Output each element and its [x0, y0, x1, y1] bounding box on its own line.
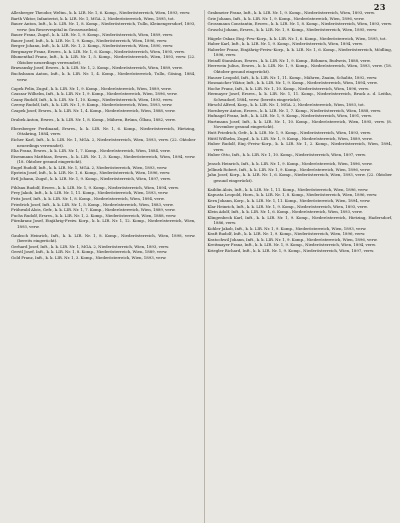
list-entry: Allesberger Theodor, Weltm., k. k. LIR. Nr. 1, 6. Komp., Niederösterreich, Wien, 1893, verw.	[11, 10, 191, 15]
list-entry: Hosmaicher Viktor, Inft., k. k. LIR. Nr. 1, 9. Komp., Niederösterreich, Wien, 1894, verw.	[207, 80, 378, 86]
list-entry: Grie Johann, Inft., k. k. LIR. Nr. 1, 9. Komp., Niederösterreich, Wien, 1896, verw.	[207, 15, 365, 21]
list-entry: Hermayer Josef, Ersres., k. k. LIR. Nr. 1, 11. Komp., Niederösterreich, Bruck a. d. Leitha, Schwadorf, 1884, verw. (bereits eingerückt).	[207, 91, 392, 102]
list-entry: Haberler Franz, Einjährig-Freiw.-Korp., k. k. LIR. Nr. 1, 6. Komp., Niederösterreich, Mödling, 1896, verw.	[207, 46, 392, 58]
list-entry: Kriegler Richard, Inft., k. k. LIR. Nr. 1, 9. Komp., Niederösterreich, Wien, 1897, verw.	[207, 247, 375, 253]
list-entry: Heindl Stanislaus, Ersres., k. k. LIR. Nr. 1, 9. Komp., Böhmen, Budweis, 1888, verw.	[207, 57, 371, 63]
list-entry: Eisenmann Matthias, Ersres., k. k. LIR. Nr. 1, 3. Komp., Niederösterreich, Wien, 1894, verw. (18. Oktober gesund eingerückt).	[11, 153, 196, 165]
list-entry: Frey Jakob, Inft., k. k. LIR. Nr. 1, 11. Komp., Niederösterreich, Wien, 1893, verw.	[11, 190, 169, 196]
list-entry: Bauer Josef, Inft., k. k. LIR. Nr. 1, 9. Komp., Niederösterreich, Wien, 1896, verw.	[11, 37, 168, 43]
list-entry: Hoche Franz, Inft., k. k. LIR. Nr. 1, 10. Komp., Niederösterreich, Wien, 1896, verw.	[207, 85, 369, 91]
list-entry: Jahn Josef, Korp., k. k. LIR. Nr. 1, 6. Komp., Niederösterreich, Wien, 1893, verw. (22. Oktober gesund eingerückt).	[207, 172, 392, 183]
list-entry: Herrwein Julius, Ersres., k. k. LIR. Nr. 1, 9. Komp., Niederösterreich, Wien, 1893, verw. (18. Oktober gesund eingerückt).	[207, 63, 392, 74]
list-entry: Czany Rudolf, Inft., k. k. LIR. Nr. 1, 10. Komp., Niederösterreich, Wien, 1893, verw.	[11, 96, 174, 102]
list-entry: Eicher Karl, Inft., k. k. LIR. Nr. 1, MGA. 2, Niederösterreich, Wien, 1893, verw. (22. Oktober neuerdings verwundet).	[11, 136, 196, 148]
list-entry: Hägele Oskar, Einj.-Frw.-Korp., k. k. LIR. Nr. 1, 6. Komp., Niederösterreich, Wien, 1895, tot.	[207, 35, 387, 41]
list-entry: Bauer Franz, Zugsf., k. k. LIR. Nr. 1, 9. Komp., Niederösterreich, Wien, 1889, verw.	[11, 32, 174, 38]
list-entry: Kraft Rudolf, Inft., k. k. LIR. Nr. 1, 9. Komp., Niederösterreich, Wien, 1896, verw.	[207, 231, 366, 237]
list-entry: Haber Karl, Inft., k. k. LIR. Nr. 1, 9. Komp., Niederösterreich, Wien, 1894, verw.	[207, 41, 364, 47]
list-entry: Kohler Jakob, Inft., k. k. LIR. Nr. 1, 9. Komp., Niederösterreich, Wien, 1893, verw.	[207, 225, 367, 231]
list-entry: Czerny Rudolf, Inft., k. k. LIR. Nr. 1, 9. Komp., Niederösterreich, Wien, 1893, verw.	[11, 102, 173, 108]
list-entry: Ertl Johann, Zugsf., k. k. LIR. Nr. 1, 9. Komp., Niederösterreich, Wien, 1897, verw.	[11, 175, 172, 181]
list-entry: Grabmeier Franz, Inft., k. k. LIR. Nr. 1, 9. Komp., Niederösterreich, Wien, 1893, verw.	[207, 10, 375, 15]
list-entry: Engel Rudolf, Inft., k. k. LIR. Nr. 1, MGA. 2, Niederösterreich, Wien, 1893, verw.	[11, 164, 168, 170]
list-entry: Czaszar Wilhelm, Inft., k. k. LIR. Nr. 1, 9. Komp., Niederösterreich, Wien, 1896, verw.	[11, 91, 178, 97]
list-entry: Klingenbeck Karl, Inft., k. k. LIR. Nr. 1, 9. Komp., Niederösterreich, Hietzing, Hadersdorf, 1886, verw.	[207, 214, 392, 226]
list-entry: Hüttl Wilhelm, Zugsf., k. k. LIR. Nr. 1, 9. Komp., Niederösterreich, Wien, 1889, verw.	[207, 135, 373, 141]
list-entry: Czapek Josef, Ersres., k. k. LIR. Nr. 1, 4. Komp., Niederösterreich, Wien, 1888, verw.	[11, 107, 176, 113]
list-entry: Gruschi Johann, Ersres., k. k. LIR. Nr. 1, 9. Komp., Niederösterreich, Wien, 1895, verw.	[207, 26, 378, 32]
list-entry: Jellinek Robert, Inft., k. k. LIR. Nr. 1, 9. Komp., Niederösterreich, Wien, 1896, verw.	[207, 166, 371, 172]
right-column	[204, 10, 393, 523]
list-entry: Hufnagel Franz, Inft., k. k. LIR. Nr. 1, 9. Komp., Niederösterreich, Wien, 1891, verw.	[207, 113, 372, 119]
list-entry: Epstein Josef, Inft., k. k. LIR. Nr. 1, 6. Komp., Niederösterreich, Wien, 1896, verw.	[11, 170, 171, 176]
list-entry: Hornbeyer Anton, Ersres., k. k. LIR. Nr. 1, 7. Komp., Niederösterreich, Wien, 1888, verw.	[207, 107, 382, 113]
list-entry: Fihlsau Rudolf, Ersres., k. k. LIR. Nr. 1, 9. Komp., Niederösterreich, Wien, 1894, verw.	[11, 184, 179, 190]
list-entry: Barth Viktor, Infanterist, k. k. LIR. Nr. 1, MGA. 2, Niederösterreich, Wien, 1895, tot.	[11, 15, 175, 21]
list-entry: Jensch Heinrich, Inft., k. k. LIR. Nr. 1, 9. Komp., Niederösterreich, Wien, 1896, verw.	[207, 161, 373, 167]
list-entry: Elia Franz, Ersres., k. k. LIR. Nr. 1, 7. Komp., Niederösterreich, Wien, 1884, verw.	[11, 148, 171, 154]
list-entry: Klein Adolf, Inft., k. k. LIR. Nr. 1, 6. Komp., Niederösterreich, Wien, 1893, verw.	[207, 209, 363, 215]
list-entry: Buchsbaum Anton, Inft., k. k. LIR. Nr. 1, 4. Komp., Niederösterreich, Tulln, Gösing, 1884, verw.	[11, 71, 196, 82]
list-entry: Frühwald Alois, Gefr., k. k. LIR. Nr. 1, 7. Komp., Niederösterreich, Wien, 1889, verw.	[11, 207, 176, 213]
list-entry: Hirschl Alfred, Korp., k. k. LIR. Nr. 1, MGA. 2, Niederösterreich, Wien, 1893, tot.	[207, 102, 365, 108]
list-entry: Grossmann Constantin, Ersres., k. k. LIR. Nr. 1, 8. Komp., Niederösterreich, Wien, 1893, verw.	[207, 21, 392, 27]
list-entry: Klar Heinrich, Inft., k. k. LIR. Nr. 1, 9. Komp., Niederösterreich, Wien, 1893, verw.	[207, 203, 368, 209]
list-entry: Gerhard Josef, Inft., k. k. LIR. Nr. 1, MGA. 2, Niederösterreich, Wien, 1893, verw.	[11, 243, 170, 249]
list-entry: Hauser Leopold, Inft., k. k. LIR. Nr. 1, 11. Komp., Mähren, Znaim, Schalitz, 1892, verw.	[207, 74, 378, 80]
list-entry: Kern Johann, Korp., k. k. LIR. Nr. 1, 11. Komp., Niederösterreich, Wien, 1894, verw.	[207, 198, 371, 203]
list-entry: Gold Franz, Inft., k. k. LIR. Nr. 1, 3. Komp., Niederösterreich, Wien, 1893, verw.	[11, 254, 167, 260]
left-column	[11, 10, 196, 523]
list-entry: Bauer Anton, Inft., k. k. LIR. Nr. 1, 8. Komp., Niederösterreich, Tulln, Kleinengersdorf, 1893, verw. (im Reservespital in Grosswardein).	[11, 21, 196, 32]
list-entry: Berger Johann, Inft., k. k. LIR. Nr. 1, 2. Komp., Niederösterreich, Wien, 1890, verw.	[11, 43, 174, 49]
list-entry: Blumenthal Franz, Inft., k. k. LIR. Nr. 1, 5. Komp., Niederösterreich, Wien, 1893, verw. (22. Oktober neuerdings verwundet).	[11, 54, 196, 65]
list-entry: Gaubsch Heinrich, Inft., k. k. LIR. Nr. 1, 8. Komp., Niederösterreich, Wien, 1898, verw. (bereits eingerückt).	[11, 232, 196, 244]
list-entry: Huber Otto, Inft., k. k. LIR. Nr. 1, 10. Komp., Niederösterreich, Wien, 1897, verw.	[207, 152, 367, 158]
list-entry: Brawansky Josef, Ersres., k. k. LIR. Nr. 1, 2. Komp., Niederösterreich, Wien, 1889, verw.	[11, 65, 183, 71]
list-entry: Ebersberger Ferdinand, Ersres., k. k. LIR. Nr. 1, 6. Komp., Niederösterreich, Hietzing, Ottakring, 1884, verw.	[11, 125, 196, 137]
list-entry: Hutt Friedrich, Gefr., k. k. LIR. Nr. 1, 9. Komp., Niederösterreich, Wien, 1893, verw.	[207, 129, 371, 135]
list-entry: Kreitmayer Franz, Inft., k. k. LIR. Nr. 1, 9. Komp., Niederösterreich, Wien, 1894, verw.	[207, 242, 377, 248]
list-entry: Hurtmann Josef, Inft., k. k. LIR. Nr. 1, 10. Komp., Niederösterreich, Wien, 1895, verw. (8. November gesund eingerückt).	[207, 118, 392, 130]
list-entry: Huber Rudolf, Einj.-Freiw.-Korp., k. k. LIR. Nr. 1, 2. Komp., Niederösterreich, Wien, 1894, verw.	[207, 141, 392, 152]
text-columns	[11, 10, 392, 523]
list-entry: Friedrich Josef, Inft., k. k. LIR. Nr. 1, 5. Komp., Niederösterreich, Wien, 1883, verw.	[11, 201, 174, 207]
list-entry: Kaiblin Alois, Inft., k. k. LIR. Nr. 1, 11. Komp., Niederösterreich, Wien, 1896, verw.	[207, 186, 369, 192]
list-entry: Bergmayer Franz, Ersres., k. k. LIR. Nr. 1, 6. Komp., Niederösterreich, Wien, 1895, verw.	[11, 48, 185, 54]
list-entry: Fuchs Rudolf, Ersres., k. k. LIR. Nr. 1, 2. Komp., Niederösterreich, Wien, 1888, verw.	[11, 212, 177, 218]
list-entry: Fritz Josef, Inft., k. k. LIR. Nr. 1, 8. Komp., Niederösterreich, Wien, 1894, verw.	[11, 195, 165, 201]
list-entry: Kapusta Leopold, Horn., k. k. LIR. Nr. 1, 8. Komp., Niederösterreich, Wien, 1896, verw.	[207, 192, 378, 198]
list-entry: Capek Felix, Zugsf., k. k. LIR. Nr. 1, 9. Komp., Niederösterreich, Wien, 1889, verw.	[11, 85, 172, 91]
list-entry: Kratochwil Johann, Inft., k. k. LIR. Nr. 1, 9. Komp., Niederösterreich, Wien, 1896, verw.	[207, 236, 378, 242]
list-entry: Gerstl Josef, Inft., k. k. LIR. Nr. 1, 8. Komp., Niederösterreich, Wien, 1889, verw.	[11, 249, 168, 255]
list-entry: Fürnkranz Josef, Einjährig-Freiw. Korp., k. k. LIR. Nr. 1, 12. Komp., Niederösterreich, Wien, 1893, verw.	[11, 218, 196, 229]
list-entry: Drabek Anton, Ersres., k. k. LIR. Nr. 1, 8. Komp., Mähren, Brünn, Ölbau, 1882, verw.	[11, 116, 176, 122]
page-number: 23	[373, 2, 386, 12]
